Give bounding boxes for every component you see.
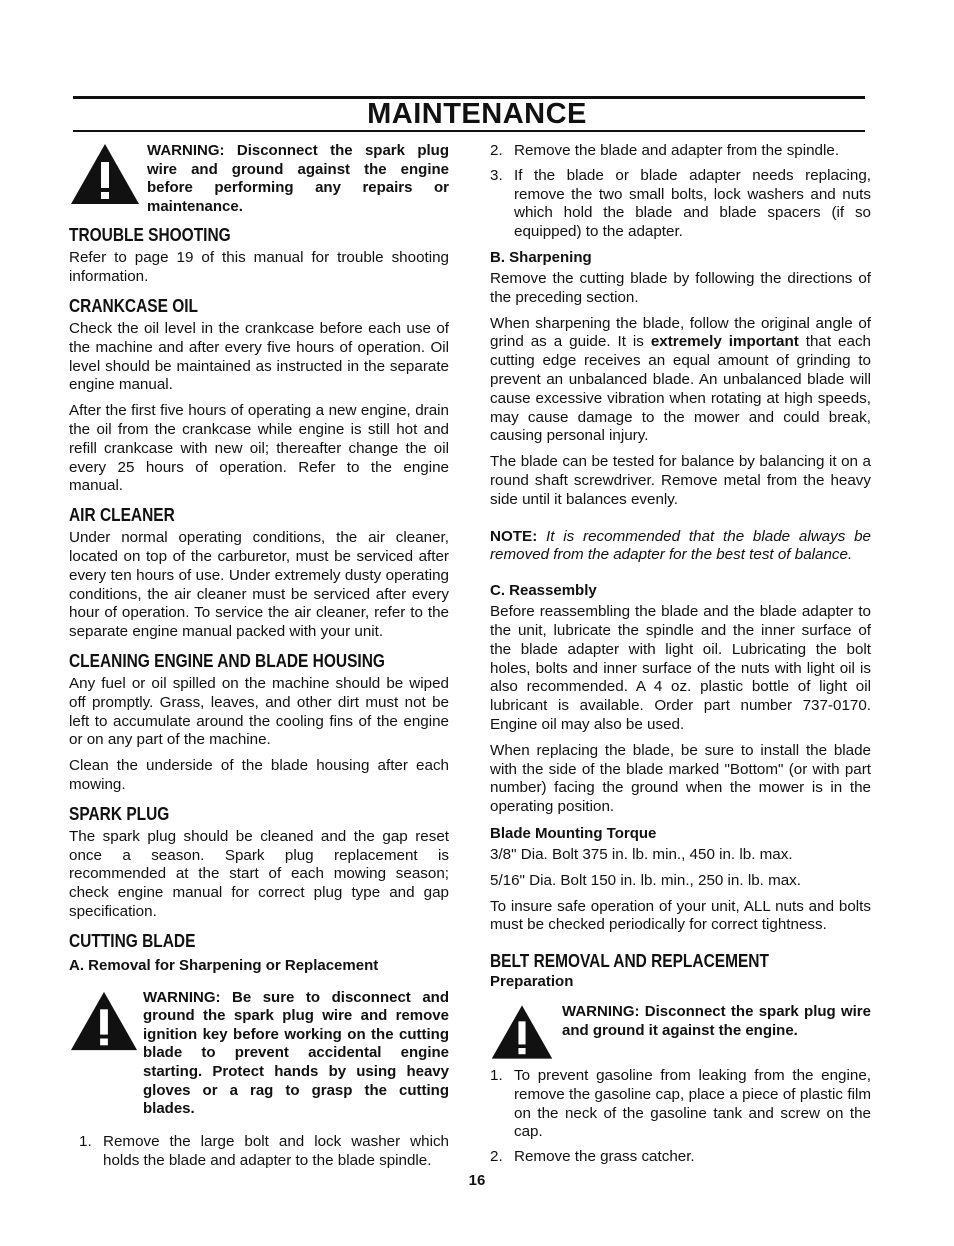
removal-steps-continued [480, 142, 871, 242]
warning-triangle-icon [69, 142, 141, 206]
torque-line-1: 3/8" Dia. Bolt 375 in. lb. min., 450 in. lb. max. [490, 845, 793, 863]
reassembly-paragraph-1: Before reassembling the blade and the blade adapter to the unit, lubricate the spindle and the inner surface of the blade adapter with light oil. Lubricating the bolt holes, bolts and inner surface of the nuts with light oil is also recommended. A 4 oz. plastic bottle of light oil lubricant is available. Order part number 737-0170. Engine oil may also be used. [490, 603, 871, 733]
removal-steps-list [69, 1133, 449, 1171]
warning-block-general [69, 142, 449, 216]
step-number: 3. [490, 166, 503, 184]
sharpening-text-a: When sharpening the blade, follow the original angle of grind as a guide. It is [490, 314, 871, 351]
step-number: 2. [490, 1148, 503, 1166]
reassembly-paragraph-2: When replacing the blade, be sure to install the blade with the side of the blade marked "Bottom" (or with part number) facing the ground when the mower is in the operating position. [490, 741, 871, 816]
torque-paragraph: To insure safe operation of your unit, ALL nuts and bolts must be checked periodically for correct tightness. [490, 897, 871, 934]
list-item [480, 1067, 871, 1142]
cleaning-paragraph-2: Clean the underside of the blade housing after each mowing. [69, 757, 449, 793]
list-item [480, 167, 871, 242]
subheading-removal: A. Removal for Sharpening or Replacement [69, 956, 379, 974]
page-number: 16 [468, 1172, 486, 1189]
heading-cutting-blade: CUTTING BLADE [69, 930, 196, 951]
step-text: Remove the blade and adapter from the spindle. [514, 142, 840, 159]
air-cleaner-text: Under normal operating conditions, the air cleaner, located on top of the carburetor, must be serviced after every ten hours of use. Under extremely dusty operating conditions, the air cleaner must be serviced after every hour of operation. To service the air cleaner, refer to the separate engine manual packed with your unit. [69, 529, 449, 641]
subheading-sharpening: B. Sharpening [490, 248, 592, 266]
sharpening-text-b: that each cutting edge receives an equal amount of grinding to prevent an unbalanced blade. An unbalanced blade will cause excessive vibration when rotating at high speeds, may cause damage to the mower and could break, causing personal injury. [490, 333, 871, 445]
emphasis-text: extremely important [650, 333, 799, 351]
title-rule-bottom [73, 130, 865, 132]
step-text: If the blade or blade adapter needs replacing, remove the two small bolts, lock washers and nuts which hold the blade and blade spacers (if so equipped) to the adapter. [514, 166, 871, 241]
crankcase-paragraph-1: Check the oil level in the crankcase before each use of the machine and after every five hours of operation. Oil level should be maintained as instructed in the separate engine manual. [69, 319, 449, 394]
step-number: 1. [490, 1067, 503, 1085]
balance-note [490, 528, 871, 566]
page-title: MAINTENANCE [367, 98, 587, 130]
warning-triangle-icon [490, 1003, 554, 1061]
left-column [69, 142, 449, 1176]
warning-block-blade [69, 989, 449, 1119]
warning-block-belt [490, 1003, 871, 1061]
heading-cleaning: CLEANING ENGINE AND BLADE HOUSING [69, 650, 385, 671]
warning-triangle-icon [69, 989, 139, 1053]
list-item [480, 142, 871, 161]
note-text: It is recommended that the blade always be removed from the adapter for the best test of balance. [490, 527, 871, 564]
subheading-torque: Blade Mounting Torque [490, 824, 657, 842]
belt-steps-list [480, 1067, 871, 1167]
heading-trouble-shooting: TROUBLE SHOOTING [69, 225, 231, 246]
note-label: NOTE: [490, 527, 538, 545]
step-text: To prevent gasoline from leaking from the engine, remove the gasoline cap, place a piece of plastic film on the neck of the gasoline tank and screw on the cap. [514, 1067, 871, 1141]
heading-spark-plug: SPARK PLUG [69, 803, 170, 824]
warning-text: WARNING: Disconnect the spark plug wire and ground against the engine before performing any repairs or maintenance. [147, 142, 449, 215]
heading-air-cleaner: AIR CLEANER [69, 505, 175, 526]
warning-text: WARNING: Disconnect the spark plug wire and ground it against the engine. [562, 1003, 871, 1039]
list-item [69, 1133, 449, 1171]
sharpening-paragraph-3: The blade can be tested for balance by balancing it on a round shaft screwdriver. Remove metal from the heavy side until it balances evenly. [490, 453, 871, 508]
warning-text: WARNING: Be sure to disconnect and ground the spark plug wire and remove ignition key before working on the cutting blade to prevent accidental engine starting. Protect hands by using heavy gloves or a rag to grasp the cutting blades. [143, 988, 449, 1118]
sharpening-paragraph-2 [490, 315, 871, 447]
cleaning-paragraph-1: Any fuel or oil spilled on the machine should be wiped off promptly. Grass, leaves, and other dirt must not be left to accumulate around the cooling fins of the engine or on any part of the machine. [69, 674, 449, 749]
spark-plug-text: The spark plug should be cleaned and the gap reset once a season. Spark plug replacement is recommended at the start of each mowing season; check engine manual for correct plug type and gap specification. [69, 827, 449, 920]
torque-line-2: 5/16" Dia. Bolt 150 in. lb. min., 250 in. lb. max. [490, 871, 801, 889]
heading-belt-removal: BELT REMOVAL AND REPLACEMENT [490, 951, 769, 972]
heading-crankcase-oil: CRANKCASE OIL [69, 295, 199, 316]
trouble-shooting-text: Refer to page 19 of this manual for trouble shooting information. [69, 249, 449, 286]
step-text: Remove the grass catcher. [514, 1148, 695, 1166]
right-column [490, 142, 871, 1173]
list-item [480, 1148, 871, 1167]
subheading-preparation: Preparation [490, 973, 574, 991]
step-number: 2. [490, 142, 503, 159]
subheading-reassembly: C. Reassembly [490, 582, 597, 600]
crankcase-paragraph-2: After the first five hours of operating a new engine, drain the oil from the crankcase while engine is still hot and refill crankcase with new oil; thereafter change the oil every 25 hours of operation. Refer to the engine manual. [69, 402, 449, 495]
sharpening-paragraph-1: Remove the cutting blade by following the directions of the preceding section. [490, 269, 871, 306]
step-number: 1. [79, 1132, 92, 1150]
step-text: Remove the large bolt and lock washer which holds the blade and adapter to the blade spindle. [103, 1132, 449, 1169]
